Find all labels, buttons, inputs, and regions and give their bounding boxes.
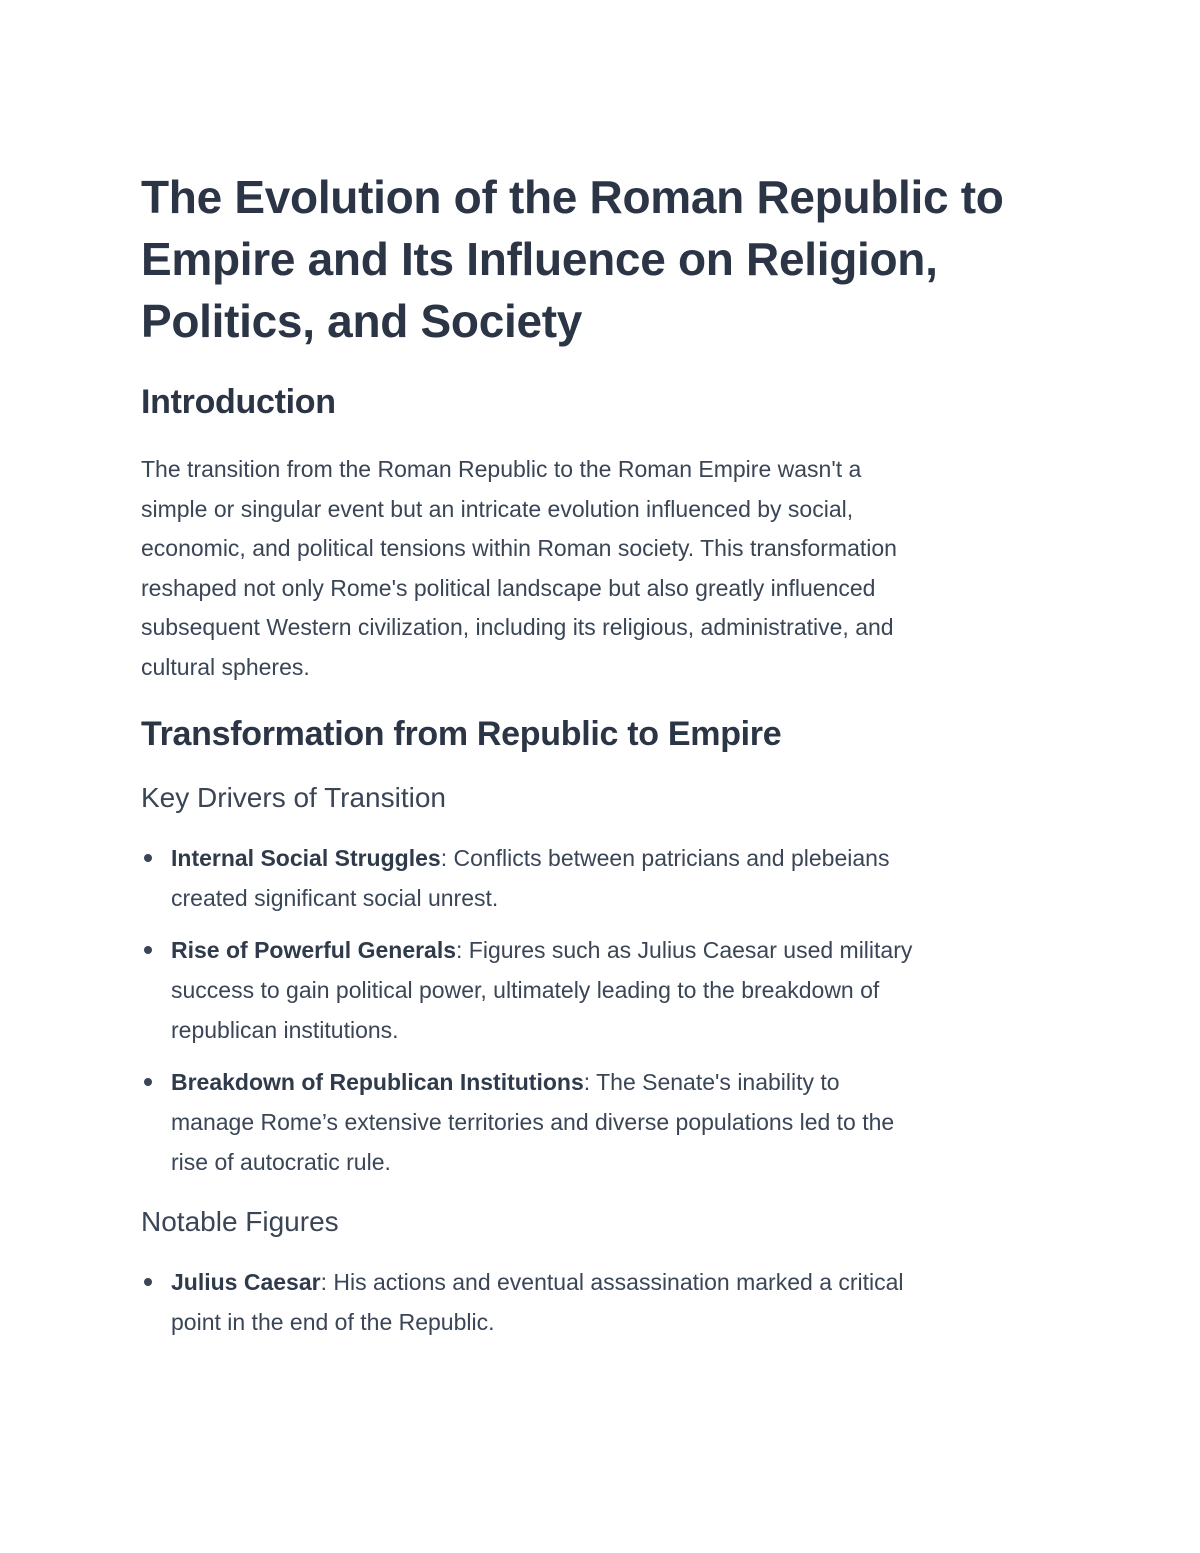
list-item — [141, 838, 1061, 918]
key-drivers-heading: Key Drivers of Transition — [141, 781, 446, 813]
key-drivers-list — [141, 838, 1061, 1182]
paragraph-line: economic, and political tensions within Roman society. This transformation — [141, 535, 897, 562]
bullet-text: : The Senate's inability to — [583, 1068, 840, 1095]
bullet-text: : Figures such as Julius Caesar used military — [456, 936, 913, 963]
bullet-term: Rise of Powerful Generals — [171, 936, 457, 963]
bullet-icon — [144, 946, 152, 954]
bullet-text: republican institutions. — [171, 1016, 399, 1043]
bullet-icon — [144, 854, 152, 862]
bullet-text: point in the end of the Republic. — [171, 1308, 495, 1335]
notable-figures-heading: Notable Figures — [141, 1205, 339, 1237]
paragraph-line: subsequent Western civilization, including its religious, administrative, and — [141, 614, 894, 641]
document-page — [141, 166, 1061, 1342]
list-item — [141, 1262, 1061, 1342]
bullet-term: Breakdown of Republican Institutions — [171, 1068, 584, 1095]
bullet-term: Julius Caesar — [171, 1268, 321, 1295]
paragraph-line: reshaped not only Rome's political landscape but also greatly influenced — [141, 574, 876, 601]
title-line: The Evolution of the Roman Republic to — [141, 171, 1004, 223]
paragraph-line: The transition from the Roman Republic to the Roman Empire wasn't a — [141, 456, 862, 482]
title-line: Empire and Its Influence on Religion, — [141, 233, 938, 285]
bullet-text: manage Rome’s extensive territories and diverse populations led to the — [171, 1108, 895, 1135]
bullet-icon — [144, 1278, 152, 1286]
bullet-text: : His actions and eventual assassination marked a critical — [320, 1268, 904, 1295]
bullet-term: Internal Social Struggles — [171, 844, 441, 871]
list-item — [141, 1062, 1061, 1182]
document-title — [141, 166, 1061, 352]
introduction-heading: Introduction — [141, 383, 336, 421]
bullet-text: rise of autocratic rule. — [171, 1148, 391, 1175]
introduction-paragraph — [141, 450, 1061, 688]
bullet-icon — [144, 1078, 152, 1086]
bullet-text: : Conflicts between patricians and plebeians — [440, 844, 890, 871]
bullet-text: created significant social unrest. — [171, 884, 499, 911]
paragraph-line: simple or singular event but an intricate evolution influenced by social, — [141, 495, 854, 522]
list-item — [141, 930, 1061, 1050]
bullet-text: success to gain political power, ultimately leading to the breakdown of — [171, 976, 880, 1003]
paragraph-line: cultural spheres. — [141, 653, 310, 680]
transformation-heading: Transformation from Republic to Empire — [141, 714, 782, 753]
notable-figures-list — [141, 1262, 1061, 1342]
title-line: Politics, and Society — [141, 295, 583, 347]
